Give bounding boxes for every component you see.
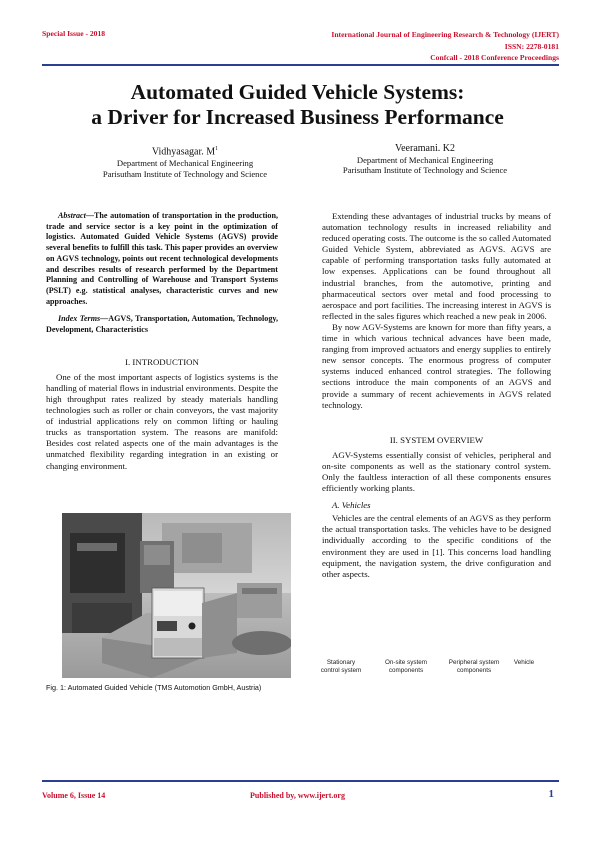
- header-issn: ISSN: 2278-0181: [504, 41, 559, 51]
- subsection-vehicles-heading: A. Vehicles: [332, 500, 371, 511]
- header-issue: Special Issue - 2018: [42, 29, 106, 38]
- author-1-inst: Parisutham Institute of Technology and Science: [102, 168, 268, 179]
- right-paragraph-1: Extending these advantages of industrial trucks by means of automation technology results in increased reliability and reduced operating costs. The outcome is the so called Automated Guided Vehicle System, abbreviated as AGVS. AGVS are capable of performing transportation tasks fully automated at low expenses. Applications can be found throughout all industrial branches, from the automotive, printing and pharmaceutical sectors over metal and food processing to aerospace and port facilities. The increasing interest in AGVS is reflected in the sales figures which reached a new peak in 2006.: [322, 211, 551, 321]
- header-rule: [42, 64, 559, 66]
- footer-publisher[interactable]: Published by, www.ijert.org: [250, 791, 345, 800]
- right-column: [322, 211, 551, 580]
- diagram-label-stationary: Stationary control system: [320, 659, 362, 674]
- author-2-dept: Department of Mechanical Engineering: [356, 155, 494, 165]
- abstract-text: —The automation of transportation in the production, trade and service sector is a key point in the optimization of logistics. Automated Guided Vehicle Systems (AGVS) provide several benefits to fulfill this task. This paper provides an overview on AGVS technology, points out recent technological developments and describes results of research performed by the Department Planning and Controlling of Warehouse and Transport Systems (PSLT) e.g. statistical analyses, characteristic curves and new approaches.: [46, 211, 278, 306]
- title-line-1: Automated Guided Vehicle Systems:: [130, 80, 465, 104]
- section-2-heading: II. SYSTEM OVERVIEW: [389, 434, 484, 445]
- header-proceedings: Confcall - 2018 Conference Proceedings: [430, 53, 559, 62]
- author-2: [300, 143, 550, 176]
- author-2-name: Veeramani. K2: [395, 143, 455, 154]
- paper-title: [0, 80, 595, 130]
- figure-caption: Fig. 1: Automated Guided Vehicle (TMS Automotion GmbH, Austria): [46, 683, 262, 692]
- index-terms-text: —AGVS, Transportation, Automation, Technology, Development, Characteristics: [46, 314, 279, 335]
- author-1-name: Vidhyasagar. M: [151, 146, 216, 158]
- section-2-paragraph-2: Vehicles are the central elements of an AGVS as they perform the actual transportation tasks. The vehicles have to be designed individually according to the specific conditions of the environment they are used in [1]. This concerns load handling equipment, the navigation system, the drive configuration and other aspects.: [322, 513, 551, 579]
- section-1-paragraph: One of the most important aspects of logistics systems is the handling of material flows in industrial environments. Despite the high throughput rates realized by steady materials handling technologies such as roller or chain conveyors, the vast majority of industrial applications rely on common lifting or hauling trucks as transportation system. The reasons are manifold: Besides cost related aspects one of the main advantages is the unmatched flexibility regarding integration in an existing or changing environment.: [46, 371, 278, 471]
- author-1-sup: 1: [215, 146, 219, 152]
- left-column: [46, 211, 278, 472]
- title-line-2: a Driver for Increased Business Performance: [91, 105, 504, 129]
- abstract: [46, 211, 278, 307]
- page-number: 1: [548, 788, 554, 800]
- header-journal-block: [331, 29, 559, 64]
- diagram-label-peripheral: Peripheral system components: [448, 659, 500, 674]
- agv-photo-illustration: [62, 513, 291, 678]
- index-terms: [46, 314, 278, 335]
- footer-rule: [42, 780, 559, 782]
- author-1-dept: Department of Mechanical Engineering: [116, 158, 254, 169]
- diagram-label-vehicle: Vehicle: [513, 659, 535, 666]
- header-journal: International Journal of Engineering Research & Technology (IJERT): [331, 30, 559, 39]
- section-2-paragraph-1: AGV-Systems essentially consist of vehicles, peripheral and on-site components as well as the stationary control system. Only the faultless interaction of all these components ensures efficiently working plants.: [322, 449, 551, 494]
- author-2-inst: Parisutham Institute of Technology and Science: [342, 165, 508, 176]
- footer-volume: Volume 6, Issue 14: [42, 791, 106, 800]
- section-1-heading: I. INTRODUCTION: [125, 356, 199, 367]
- index-terms-label: Index Terms: [58, 314, 101, 324]
- agv-photo: [62, 513, 291, 678]
- diagram-label-onsite: On-site system components: [385, 659, 427, 674]
- abstract-label: Abstract: [58, 211, 86, 220]
- right-paragraph-2: By now AGV-Systems are known for more than fifty years, a time in which various technical advances have been made, ranging from improved actuators and energy supplies to entirely new sensor concepts. The enormous progress of computer systems induced enhanced control strategies. The following sections introduce the main components of an AGVS and provide a summary of recent achievements in AGVS related technology.: [322, 321, 551, 410]
- author-1: [60, 143, 310, 179]
